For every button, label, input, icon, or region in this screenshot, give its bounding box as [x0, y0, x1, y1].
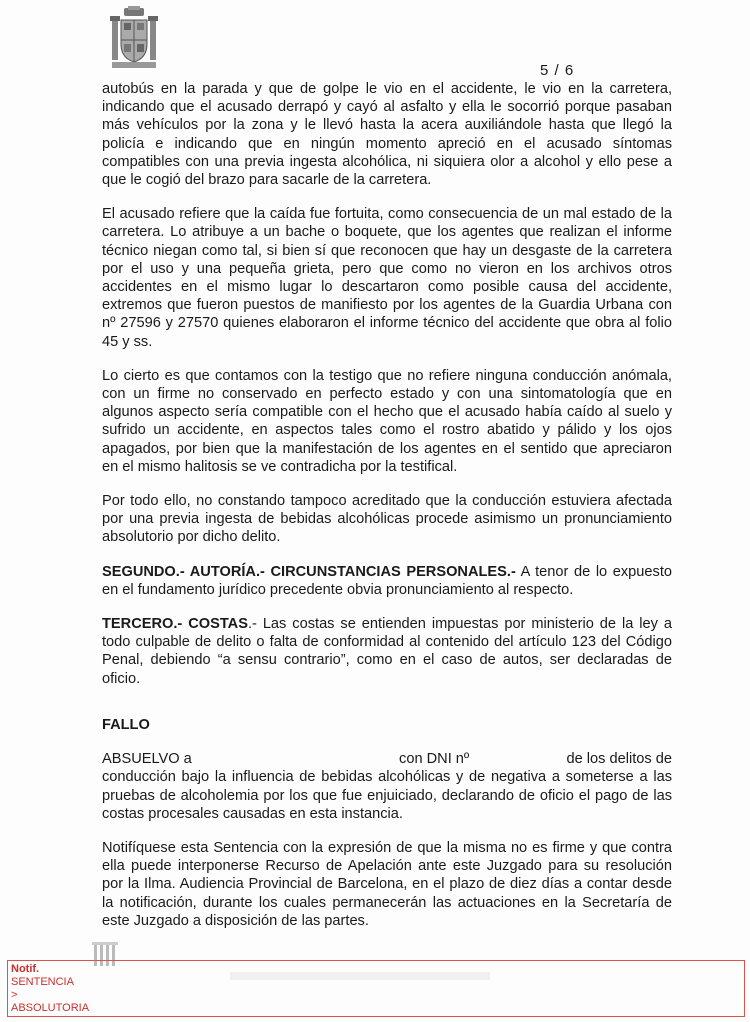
- absuelvo-first-line: [102, 750, 672, 768]
- segundo-heading: SEGUNDO.- AUTORÍA.- CIRCUNSTANCIAS PERSONALES.-: [102, 563, 516, 580]
- fallo-title: FALLO: [102, 716, 150, 733]
- paragraph-notificacion: Notifíquese esta Sentencia con la expresión de que la misma no es firme y que contra ella puede interponerse Recurso de Apelación ante este Juzgado para su resolución por la Ilma. Audiencia Provincial de Barcelona, en el plazo de diez días a contar desde la notificación, durante los cuales permanecerán las actuaciones en la Secretaría de este Juzgado a disposición de las partes.: [102, 839, 672, 929]
- notification-label-box: [7, 960, 745, 1017]
- paragraph-testimony: autobús en la parada y que de golpe le vio en el accidente, le vio en la carretera, indicando que el acusado derrapó y cayó al asfalto y ella le socorrió porque pasaban más vehículos por la zona y le llevó hasta la acera auxiliándole hasta que llegó la policía e indicando que en ningún momento apreció en el acusado síntomas compatibles con una previa ingesta alcohólica, ni siquiera olor a alcohol y ello pese a que le cogió del brazo para sacarle de la carretera.: [102, 81, 672, 189]
- page-number: 5 / 6: [540, 62, 575, 79]
- section-tercero: [102, 615, 672, 688]
- tercero-text: .- Las costas se entienden impuestas por ministerio de la ley a todo culpable de delito o falta de conformidad al contenido del artículo 123 del Código Penal, debiendo “a sensu contrario”, como en el caso de autos, ser declaradas de oficio.: [102, 616, 672, 687]
- notif-line-sentencia: SENTENCIA: [11, 976, 74, 988]
- paragraph-witness-analysis: Lo cierto es que contamos con la testigo que no refiere ninguna conducción anómala, con un firme no conservado en perfecto estado y con una sintomatología que en algunos aspecto sería compatible con el hecho que el acusado había caído al suelo y sufrido un accidente, en aspectos tales como el rostro abatido y pálido y los ojos apagados, por bien que la manifestación de los agentes en el sentido que apreciaron en el mismo halitosis se ve contradicha por la testifical.: [102, 367, 672, 475]
- absuelvo-label: ABSUELVO a: [102, 751, 192, 768]
- document-body: [102, 80, 672, 946]
- paragraph-accused-statement: El acusado refiere que la caída fue fortuita, como consecuencia de un mal estado de la carretera. Lo atribuye a un bache o boquete, que los agentes que realizan el informe técnico niegan como tal, si bien sí que reconocen que hay un desgaste de la carretera por el uso y una pequeña grieta, pero que como no vieron en los archivos otros accidentes en el mismo lugar lo descartaron como posible causa del accidente, extremos que fueron puestos de manifiesto por los agentes de la Guardia Urbana con nº 27596 y 27570 quienes elaboraron el informe técnico del accidente que obra al folio 45 y ss.: [102, 206, 672, 350]
- tercero-heading: TERCERO.- COSTAS: [102, 616, 248, 633]
- spain-coat-of-arms-icon: [106, 6, 162, 72]
- dni-label: con DNI nº: [399, 751, 470, 768]
- notif-line-absolutoria: ABSOLUTORIA: [11, 1002, 90, 1014]
- segundo-text: A tenor de lo expuesto en el fundamento jurídico precedente obvia pronunciamiento al respecto.: [102, 563, 672, 598]
- notif-title: Notif.: [11, 963, 40, 975]
- notif-line-arrow: >: [11, 989, 18, 1001]
- paragraph-conclusion: Por todo ello, no constando tampoco acreditado que la conducción estuviera afectada por una previa ingesta de bebidas alcohólicas procede asimismo un pronunciamiento absolutorio por dicho delito.: [102, 493, 672, 546]
- absuelvo-rest: conducción bajo la influencia de bebidas alcohólicas y de negativa a someterse a las pruebas de alcoholemia por los que fue enjuiciado, declarando de oficio el pago de las costas procesales causadas en esta instancia.: [102, 769, 672, 822]
- delitos-label: de los delitos de: [566, 751, 672, 768]
- paragraph-absuelvo: [102, 750, 672, 823]
- section-segundo: [102, 563, 672, 599]
